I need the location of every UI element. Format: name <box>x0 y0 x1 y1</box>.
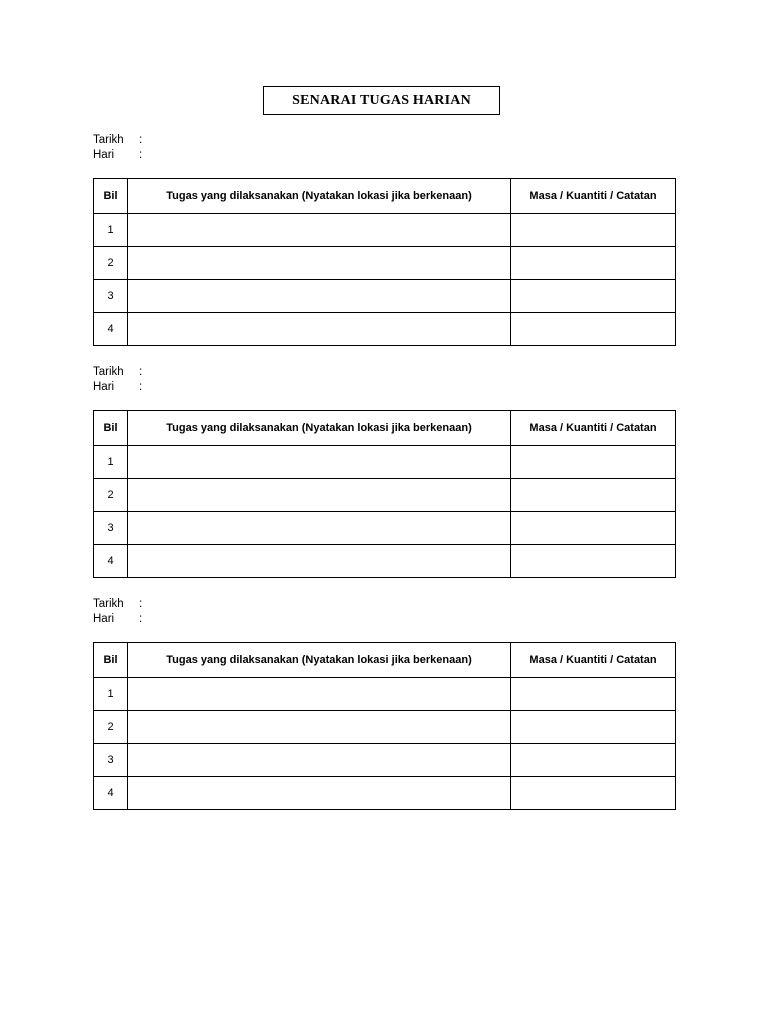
row-number: 4 <box>94 545 128 578</box>
note-cell[interactable] <box>511 446 676 479</box>
task-table-2 <box>93 410 676 578</box>
note-cell[interactable] <box>511 545 676 578</box>
table-row <box>94 446 676 479</box>
section-2-meta <box>93 365 249 395</box>
date-row <box>93 133 249 148</box>
row-number: 2 <box>94 247 128 280</box>
date-value[interactable] <box>149 133 249 148</box>
day-label: Hari <box>93 613 115 625</box>
task-table-3 <box>93 642 676 810</box>
date-label: Tarikh <box>93 366 124 378</box>
section-1-meta <box>93 133 249 163</box>
task-cell[interactable] <box>128 479 511 512</box>
note-cell[interactable] <box>511 313 676 346</box>
date-row <box>93 365 249 380</box>
table-row <box>94 711 676 744</box>
header-task: Tugas yang dilaksanakan (Nyatakan lokasi jika berkenaan) <box>128 411 511 446</box>
date-separator: : <box>139 366 143 378</box>
table-header-row <box>94 411 676 446</box>
note-cell[interactable] <box>511 711 676 744</box>
table-row <box>94 545 676 578</box>
table-row <box>94 247 676 280</box>
task-cell[interactable] <box>128 214 511 247</box>
day-row <box>93 612 249 627</box>
day-label: Hari <box>93 149 115 161</box>
note-cell[interactable] <box>511 744 676 777</box>
note-cell[interactable] <box>511 777 676 810</box>
day-separator: : <box>139 149 143 161</box>
header-note: Masa / Kuantiti / Catatan <box>511 643 676 678</box>
table-row <box>94 214 676 247</box>
task-cell[interactable] <box>128 678 511 711</box>
row-number: 3 <box>94 744 128 777</box>
row-number: 1 <box>94 446 128 479</box>
date-row <box>93 597 249 612</box>
date-label: Tarikh <box>93 134 124 146</box>
day-separator: : <box>139 613 143 625</box>
table-row <box>94 479 676 512</box>
task-cell[interactable] <box>128 744 511 777</box>
day-row <box>93 148 249 163</box>
row-number: 4 <box>94 777 128 810</box>
row-number: 3 <box>94 512 128 545</box>
table-row <box>94 678 676 711</box>
header-note: Masa / Kuantiti / Catatan <box>511 179 676 214</box>
note-cell[interactable] <box>511 214 676 247</box>
date-separator: : <box>139 598 143 610</box>
day-row <box>93 380 249 395</box>
date-value[interactable] <box>149 597 249 612</box>
note-cell[interactable] <box>511 479 676 512</box>
task-table-1 <box>93 178 676 346</box>
note-cell[interactable] <box>511 247 676 280</box>
note-cell[interactable] <box>511 512 676 545</box>
note-cell[interactable] <box>511 280 676 313</box>
date-separator: : <box>139 134 143 146</box>
row-number: 1 <box>94 214 128 247</box>
row-number: 3 <box>94 280 128 313</box>
document-title: SENARAI TUGAS HARIAN <box>263 86 500 115</box>
task-cell[interactable] <box>128 545 511 578</box>
table-row <box>94 313 676 346</box>
task-cell[interactable] <box>128 280 511 313</box>
day-value[interactable] <box>149 612 249 627</box>
section-3-meta <box>93 597 249 627</box>
table-row <box>94 777 676 810</box>
task-cell[interactable] <box>128 777 511 810</box>
day-separator: : <box>139 381 143 393</box>
day-label: Hari <box>93 381 115 393</box>
task-cell[interactable] <box>128 512 511 545</box>
table-header-row <box>94 643 676 678</box>
day-value[interactable] <box>149 148 249 163</box>
note-cell[interactable] <box>511 678 676 711</box>
row-number: 2 <box>94 479 128 512</box>
header-bil: Bil <box>94 411 128 446</box>
table-header-row <box>94 179 676 214</box>
header-task: Tugas yang dilaksanakan (Nyatakan lokasi jika berkenaan) <box>128 643 511 678</box>
date-value[interactable] <box>149 365 249 380</box>
task-cell[interactable] <box>128 247 511 280</box>
table-row <box>94 280 676 313</box>
row-number: 1 <box>94 678 128 711</box>
date-label: Tarikh <box>93 598 124 610</box>
row-number: 2 <box>94 711 128 744</box>
task-cell[interactable] <box>128 313 511 346</box>
header-bil: Bil <box>94 643 128 678</box>
header-note: Masa / Kuantiti / Catatan <box>511 411 676 446</box>
header-bil: Bil <box>94 179 128 214</box>
row-number: 4 <box>94 313 128 346</box>
table-row <box>94 744 676 777</box>
day-value[interactable] <box>149 380 249 395</box>
task-cell[interactable] <box>128 446 511 479</box>
table-row <box>94 512 676 545</box>
task-cell[interactable] <box>128 711 511 744</box>
header-task: Tugas yang dilaksanakan (Nyatakan lokasi jika berkenaan) <box>128 179 511 214</box>
